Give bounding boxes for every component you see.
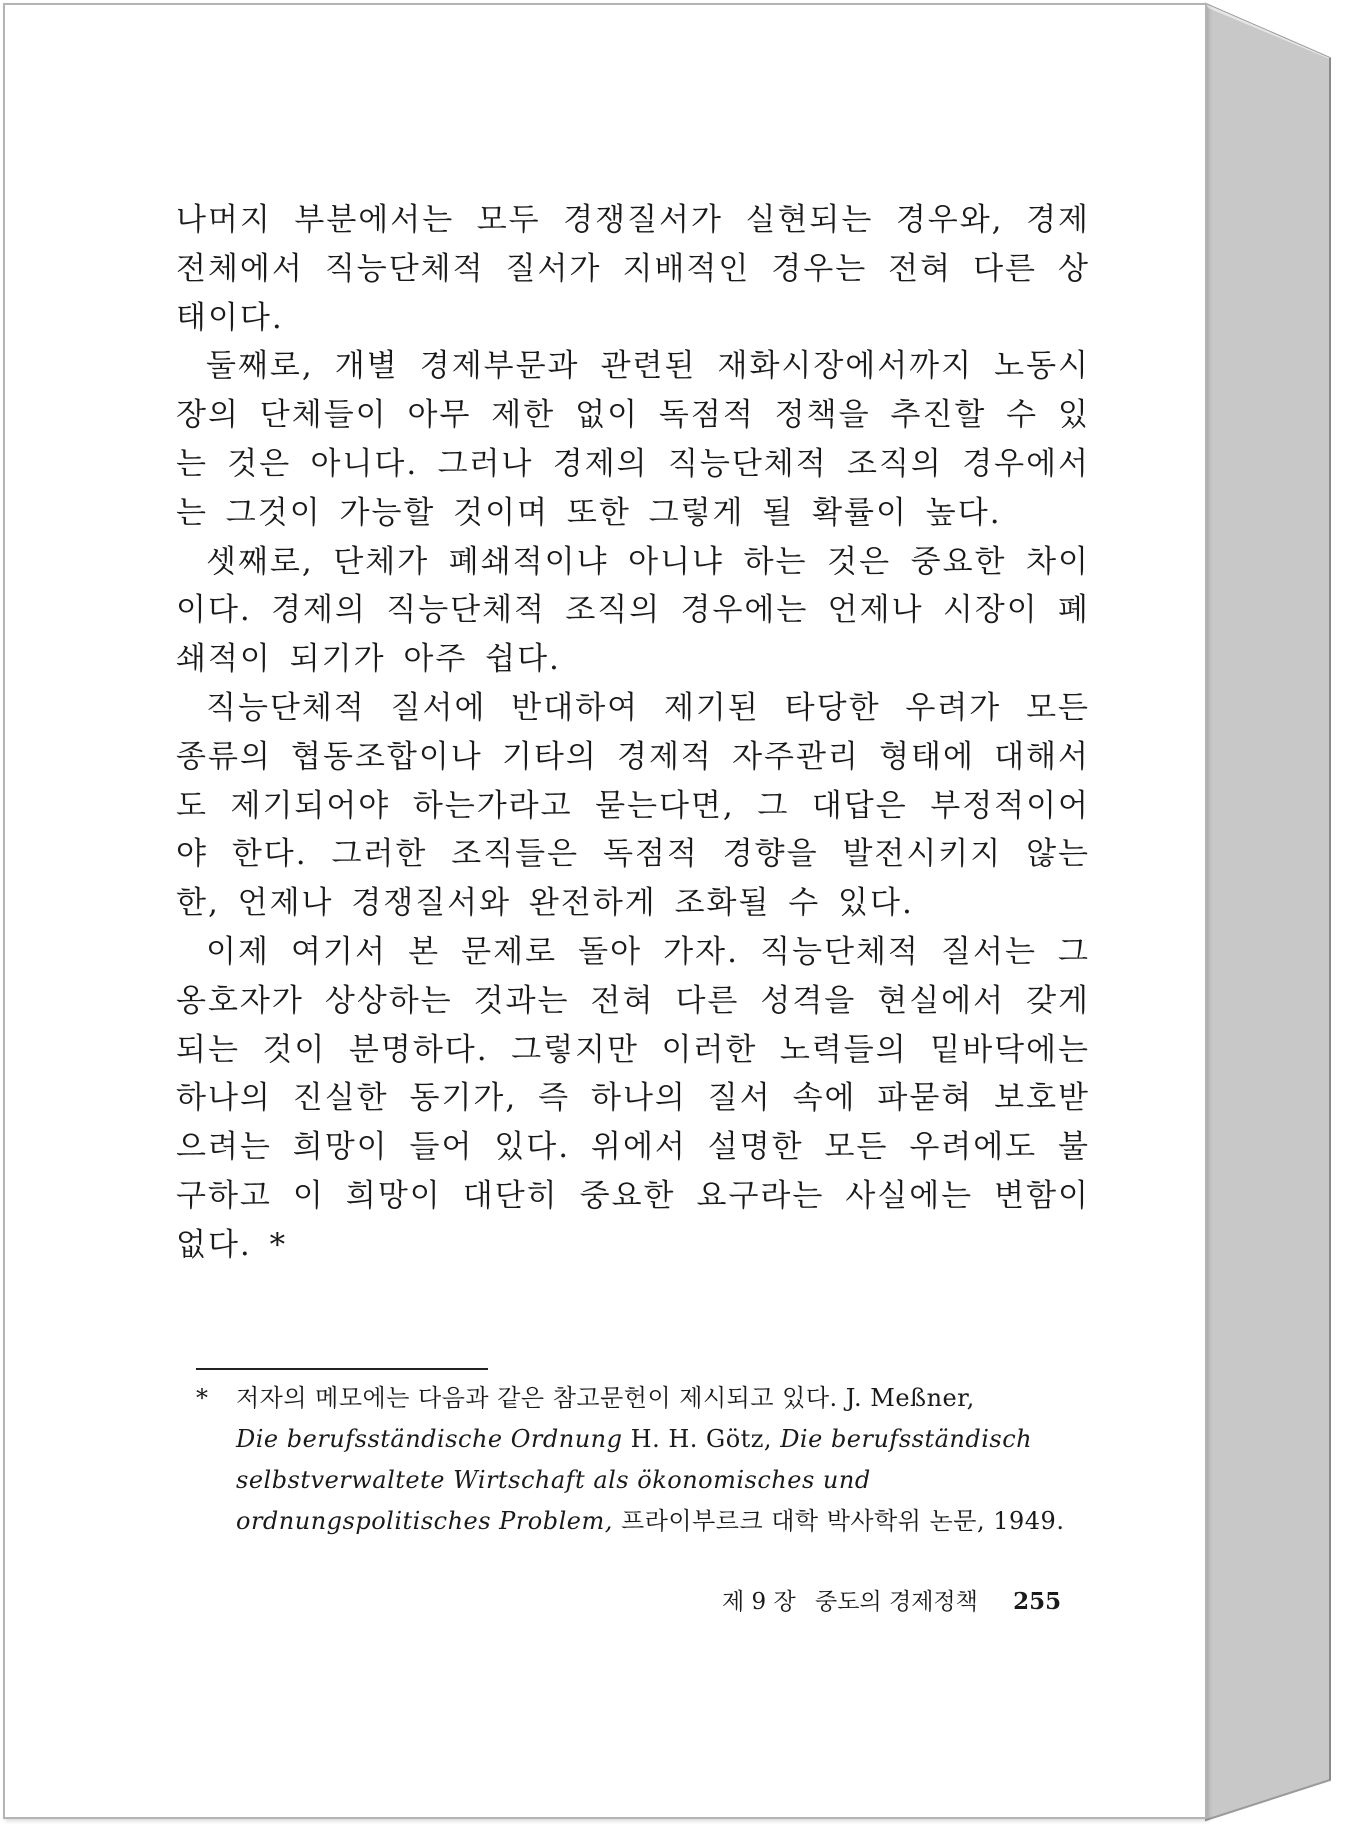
footnote-title-1: Die berufsständische Ordnung (236, 1425, 623, 1453)
footnote-references (196, 1419, 1096, 1542)
paragraph-2: 둘째로, 개별 경제부문과 관련된 재화시장에서까지 노동시장의 단체들이 아무 제한 없이 독점적 정책을 추진할 수 있는 것은 아니다. 그러나 경제의 직능단체적 조직의 경우에서는 그것이 가능할 것이며 또한 그렇게 될 확률이 높다. (176, 348, 1090, 531)
paragraph-3: 셋째로, 단체가 폐쇄적이냐 아니냐 하는 것은 중요한 차이이다. 경제의 직능단체적 조직의 경우에는 언제나 시장이 폐쇄적이 되기가 아주 쉽다. (176, 543, 1090, 678)
paragraph-1: 나머지 부분에서는 모두 경쟁질서가 실현되는 경우와, 경제 전체에서 직능단체적 질서가 지배적인 경우는 전혀 다른 상태이다. (176, 202, 1090, 336)
running-footer (722, 1582, 1122, 1622)
footnote (196, 1378, 1096, 1542)
footnote-intro: 저자의 메모에는 다음과 같은 참고문헌이 제시되고 있다. J. Meßner, (236, 1384, 975, 1412)
footnote-author-2: H. H. Götz, (622, 1425, 781, 1453)
footer-chapter: 제 9 장 (722, 1589, 796, 1615)
footnote-mark: * (196, 1384, 209, 1412)
footnote-divider (196, 1368, 488, 1370)
footnote-tail: 프라이부르크 대학 박사학위 논문, 1949. (612, 1507, 1065, 1535)
footnote-title-2: Die berufsständisch selbstverwaltete Wirtschaft als ökonomisches und ordnungspolitisches Problem, (236, 1425, 1033, 1535)
body-text (176, 196, 1090, 1270)
paragraph-5: 이제 여기서 본 문제로 돌아 가자. 직능단체적 질서는 그 옹호자가 상상하는 것과는 전혀 다른 성격을 현실에서 갖게 되는 것이 분명하다. 그렇지만 이러한 노력들의 밑바닥에는 하나의 진실한 동기가, 즉 하나의 질서 속에 파묻혀 보호받으려는 희망이 들어 있다. 위에서 설명한 모든 우려에도 불구하고 이 희망이 대단히 중요한 요구라는 사실에는 변함이 없다. * (176, 933, 1090, 1263)
page-number: 255 (1013, 1588, 1062, 1615)
paragraph-4: 직능단체적 질서에 반대하여 제기된 타당한 우려가 모든 종류의 협동조합이나 기타의 경제적 자주관리 형태에 대해서도 제기되어야 하는가라고 묻는다면, 그 대답은 부정적이어야 한다. 그러한 조직들은 독점적 경향을 발전시키지 않는 한, 언제나 경쟁질서와 완전하게 조화될 수 있다. (176, 689, 1090, 922)
footer-title: 중도의 경제정책 (815, 1589, 978, 1615)
